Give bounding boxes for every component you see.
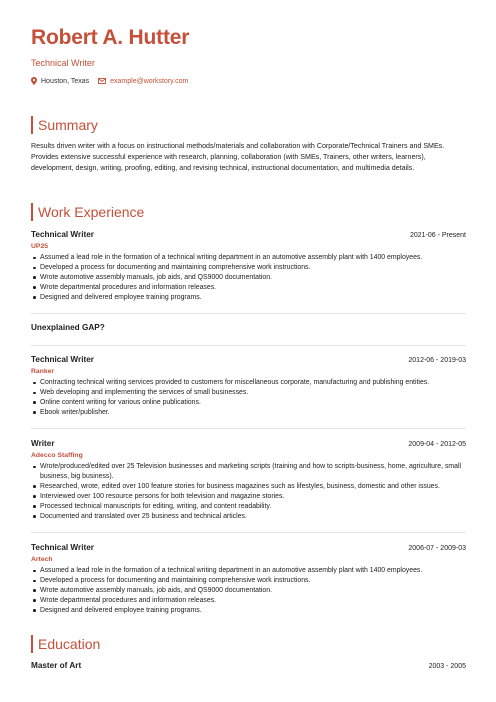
job-dates: 2012-06 - 2019-03 [408, 357, 466, 364]
section-accent-bar [31, 116, 33, 134]
location-text: Houston, Texas [41, 77, 90, 85]
job-dates: 2006-07 - 2009-03 [408, 545, 466, 552]
job-bullets [31, 462, 466, 521]
job-bullet: Contracting technical writing services provided to customers for miscellaneous corporate, manufacturing and publishing entities. [31, 378, 466, 388]
job-bullets [31, 566, 466, 616]
job-bullet: Processed technical manuscripts for editing, writing, and content readability. [31, 502, 466, 512]
job-bullet: Web developing and implementing the services of small businesses. [31, 388, 466, 398]
job-bullet: Wrote automotive assembly manuals, job aids, and QS9000 documentation. [31, 586, 466, 596]
job-dates: 2021-06 - Present [409, 232, 466, 239]
job-company: UP25 [31, 243, 49, 250]
job-title: Technical Writer [31, 230, 94, 239]
summary-text: Results driven writer with a focus on instructional methods/materials and collaboration with Corporate/Technical Trainers and SMEs. Provides extensive successful experience with research, planning, collaboration (with SMEs, Trainers, other writers, learners), development, design, writing, proofing, editing, and revising technical, instructional documentation, and multimedia details. [31, 142, 445, 172]
education-heading [31, 635, 100, 653]
location-item [31, 77, 89, 85]
section-accent-bar [31, 635, 33, 653]
job-bullet: Developed a process for documenting and maintaining comprehensive work instructions. [31, 263, 466, 273]
job-company: Artech [31, 556, 53, 563]
envelope-icon [98, 78, 106, 84]
job-bullet: Designed and delivered employee training programs. [31, 606, 466, 616]
divider [31, 428, 466, 429]
email-link[interactable]: example@workstory.com [110, 77, 189, 85]
divider [31, 313, 466, 314]
job-bullet: Assumed a lead role in the formation of a technical writing department in an automotive assembly plant with 1400 employees. [31, 566, 466, 576]
summary-heading [31, 116, 98, 134]
map-pin-icon [31, 77, 37, 85]
divider [31, 345, 466, 346]
education-title: Education [38, 636, 101, 652]
job-title: Technical Writer [31, 355, 94, 364]
job-title: Writer [31, 439, 55, 448]
gap-label: Unexplained GAP? [31, 323, 105, 332]
job-bullet: Developed a process for documenting and maintaining comprehensive work instructions. [31, 576, 466, 586]
contact-line [31, 77, 197, 85]
job-entry [31, 355, 466, 418]
job-entry [31, 439, 466, 521]
job-dates: 2009-04 - 2012-05 [408, 441, 466, 448]
job-bullet: Wrote/produced/edited over 25 Television businesses and marketing scripts (training and how to scripts-business, home, agriculture, small business, big business). [31, 462, 466, 482]
divider [31, 532, 466, 533]
job-bullet: Interviewed over 100 resource persons for both television and magazine stories. [31, 492, 466, 502]
job-bullet: Wrote departmental procedures and information releases. [31, 283, 466, 293]
job-bullet: Wrote departmental procedures and information releases. [31, 596, 466, 606]
job-bullet: Documented and translated over 25 business and technical articles. [31, 512, 466, 522]
job-bullet: Researched, wrote, edited over 100 feature stories for business magazines such as lifestyles, business, domestic and other issues. [31, 482, 466, 492]
section-accent-bar [31, 203, 33, 221]
email-item[interactable] [98, 78, 188, 85]
job-bullet: Wrote automotive assembly manuals, job aids, and QS9000 documentation. [31, 273, 466, 283]
job-bullet: Assumed a lead role in the formation of a technical writing department in an automotive assembly plant with 1400 employees. [31, 253, 466, 263]
job-bullet: Online content writing for various online publications. [31, 398, 466, 408]
job-entry [31, 543, 466, 616]
job-entry [31, 230, 466, 303]
job-company: Adecco Staffing [31, 452, 83, 459]
job-company: Ranker [31, 368, 55, 375]
candidate-name: Robert A. Hutter [31, 26, 190, 49]
education-entry [31, 661, 466, 670]
job-bullets [31, 378, 466, 418]
job-bullet: Designed and delivered employee training programs. [31, 293, 466, 303]
job-bullet: Ebook writer/publisher. [31, 408, 466, 418]
summary-title: Summary [38, 117, 98, 133]
job-title: Technical Writer [31, 543, 94, 552]
job-bullets [31, 253, 466, 303]
work-experience-heading [31, 203, 144, 221]
degree-title: Master of Art [31, 661, 82, 670]
work-experience-title: Work Experience [38, 204, 145, 220]
education-dates: 2003 - 2005 [428, 663, 466, 670]
candidate-role: Technical Writer [31, 58, 95, 68]
